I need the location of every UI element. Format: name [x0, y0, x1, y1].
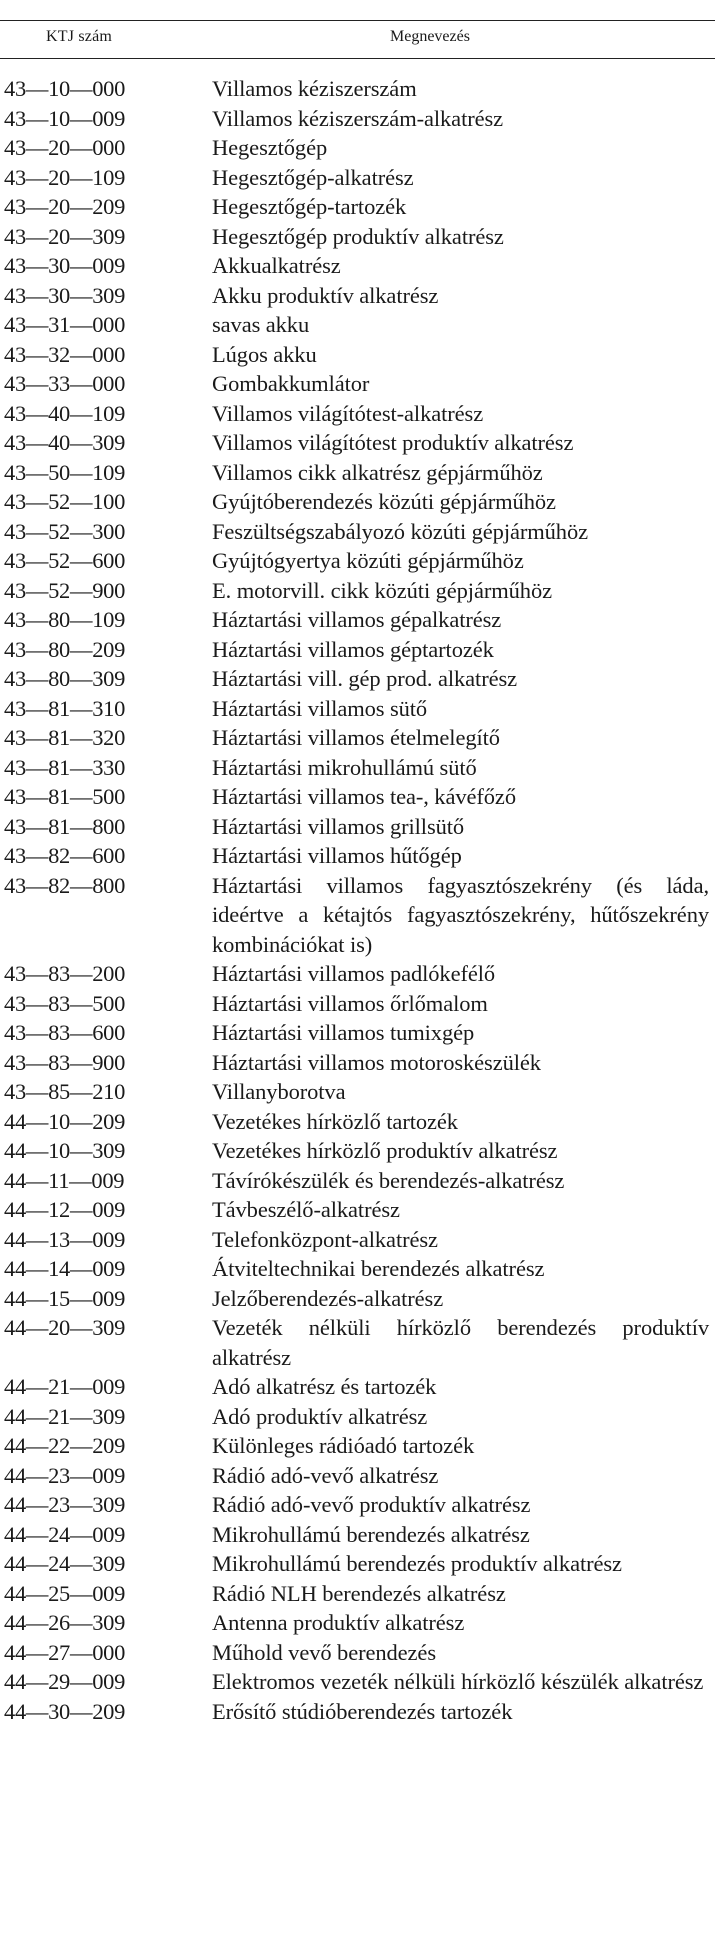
table-row — [0, 546, 715, 576]
table-row — [0, 74, 715, 104]
ktj-code: 43—20—309 — [4, 223, 126, 249]
item-name: Háztartási villamos őrlőmalom — [212, 990, 488, 1016]
table-body — [0, 74, 715, 1726]
item-name: Háztartási villamos ételmelegítő — [212, 725, 500, 750]
ktj-code: 44—29—009 — [4, 1669, 126, 1694]
table-top-rule — [0, 20, 715, 21]
item-name: Telefonközpont-alkatrész — [212, 1226, 438, 1252]
table-row — [0, 1402, 715, 1432]
ktj-code: 44—26—309 — [4, 1610, 126, 1635]
table-row — [0, 163, 715, 193]
table-row — [0, 782, 715, 812]
ktj-code: 43—80—209 — [4, 636, 126, 662]
ktj-code: 43—20—109 — [4, 164, 126, 190]
item-name: Háztartási villamos tea-, kávéfőző — [212, 784, 516, 809]
ktj-code: 43—20—000 — [4, 135, 126, 160]
item-name: Adó produktív alkatrész — [212, 1403, 428, 1429]
item-name: Adó alkatrész és tartozék — [212, 1374, 437, 1399]
ktj-code: 44—21—009 — [4, 1374, 126, 1399]
table-row — [0, 1107, 715, 1137]
table-row — [0, 1018, 715, 1048]
table-row — [0, 1431, 715, 1461]
ktj-code: 43—83—500 — [4, 990, 126, 1016]
item-name: Erősítő stúdióberendezés tartozék — [212, 1698, 513, 1724]
item-name: Villanyborotva — [212, 1079, 346, 1104]
ktj-code: 44—25—009 — [4, 1580, 126, 1606]
ktj-code: 44—14—009 — [4, 1256, 126, 1281]
table-row — [0, 1549, 715, 1579]
ktj-code: 43—10—009 — [4, 105, 126, 131]
ktj-code: 43—82—800 — [4, 872, 126, 898]
table-row — [0, 959, 715, 989]
table-row — [0, 1461, 715, 1491]
table-row — [0, 1667, 715, 1697]
item-name: Lúgos akku — [212, 341, 317, 367]
ktj-code: 44—12—009 — [4, 1197, 126, 1222]
table-row — [0, 458, 715, 488]
table-row — [0, 1697, 715, 1727]
ktj-code: 44—20—309 — [4, 1315, 126, 1340]
item-name: Műhold vevő berendezés — [212, 1639, 436, 1665]
ktj-code: 43—50—109 — [4, 459, 126, 485]
ktj-code: 44—23—309 — [4, 1492, 126, 1517]
item-name: Villamos kéziszerszám — [212, 76, 417, 101]
table-row — [0, 605, 715, 635]
ktj-code: 43—83—600 — [4, 1020, 126, 1045]
table-row — [0, 340, 715, 370]
item-name: Háztartási villamos géptartozék — [212, 636, 494, 662]
item-name: Hegesztőgép-tartozék — [212, 194, 407, 219]
item-name: Távbeszélő-alkatrész — [212, 1197, 400, 1222]
table-row — [0, 1077, 715, 1107]
ktj-code: 44—30—209 — [4, 1698, 126, 1724]
ktj-code: 44—24—309 — [4, 1551, 126, 1576]
table-row — [0, 1608, 715, 1638]
table-row — [0, 723, 715, 753]
table-row — [0, 1048, 715, 1078]
ktj-code: 43—81—800 — [4, 813, 126, 839]
ktj-code: 43—83—900 — [4, 1049, 126, 1075]
table-row — [0, 222, 715, 252]
ktj-code: 43—52—600 — [4, 548, 126, 573]
item-name: Háztartási villamos padlókefélő — [212, 961, 496, 986]
item-name: Háztartási villamos fagyasztószekrény (és láda, ideértve a kétajtós fagyasztószekrény, hűtőszekrény kombinációkat is) — [212, 872, 709, 957]
table-row — [0, 1638, 715, 1668]
item-name: Villamos világítótest produktív alkatrész — [212, 430, 574, 455]
ktj-code: 44—21—309 — [4, 1403, 126, 1429]
item-name: Átviteltechnikai berendezés alkatrész — [212, 1256, 545, 1281]
item-name: Villamos kéziszerszám-alkatrész — [212, 105, 504, 131]
ktj-code: 44—22—209 — [4, 1433, 126, 1458]
table-row — [0, 310, 715, 340]
item-name: Hegesztőgép produktív alkatrész — [212, 223, 504, 249]
ktj-code: 43—20—209 — [4, 194, 126, 219]
item-name: Háztartási mikrohullámú sütő — [212, 754, 477, 780]
item-name: Háztartási vill. gép prod. alkatrész — [212, 666, 518, 691]
ktj-code: 44—10—309 — [4, 1138, 126, 1163]
table-row — [0, 1520, 715, 1550]
table-row — [0, 369, 715, 399]
item-name: Háztartási villamos grillsütő — [212, 813, 465, 839]
item-name: Rádió adó-vevő alkatrész — [212, 1462, 439, 1488]
table-row — [0, 133, 715, 163]
item-name: Hegesztőgép — [212, 135, 328, 160]
item-name: Mikrohullámú berendezés alkatrész — [212, 1521, 530, 1547]
table-row — [0, 576, 715, 606]
table-row — [0, 281, 715, 311]
header-name-label: Megnevezés — [390, 28, 470, 45]
table-row — [0, 1490, 715, 1520]
item-name: Háztartási villamos hűtőgép — [212, 843, 462, 868]
ktj-code: 43—32—000 — [4, 341, 126, 367]
item-name: Akkualkatrész — [212, 253, 341, 278]
table-row — [0, 635, 715, 665]
item-name: Háztartási villamos sütő — [212, 695, 428, 721]
table-row — [0, 664, 715, 694]
table-row — [0, 1579, 715, 1609]
item-name: Jelzőberendezés-alkatrész — [212, 1285, 444, 1311]
item-name: Különleges rádióadó tartozék — [212, 1433, 475, 1458]
ktj-code: 43—83—200 — [4, 961, 126, 986]
item-name: Háztartási villamos tumixgép — [212, 1020, 475, 1045]
ktj-code: 43—30—009 — [4, 253, 126, 278]
item-name: Gyújtóberendezés közúti gépjárműhöz — [212, 489, 556, 514]
item-name: Gyújtógyertya közúti gépjárműhöz — [212, 548, 524, 573]
table-row — [0, 251, 715, 281]
ktj-code: 43—81—310 — [4, 695, 126, 721]
ktj-code: 43—30—309 — [4, 282, 126, 308]
table-row — [0, 1254, 715, 1284]
ktj-code: 43—52—100 — [4, 489, 126, 514]
table-row — [0, 1195, 715, 1225]
ktj-code: 43—81—500 — [4, 784, 126, 809]
item-name: savas akku — [212, 312, 310, 337]
table-header — [0, 22, 715, 56]
item-name: Vezeték nélküli hírközlő berendezés produktív alkatrész — [212, 1315, 709, 1370]
ktj-code: 43—10—000 — [4, 76, 126, 101]
item-name: Gombakkumlátor — [212, 371, 370, 396]
item-name: E. motorvill. cikk közúti gépjárműhöz — [212, 577, 552, 603]
ktj-code: 43—82—600 — [4, 843, 126, 868]
item-name: Elektromos vezeték nélküli hírközlő készülék alkatrész — [212, 1669, 704, 1694]
ktj-code: 43—40—109 — [4, 400, 126, 426]
ktj-code: 43—52—900 — [4, 577, 126, 603]
table-row — [0, 517, 715, 547]
item-name: Rádió NLH berendezés alkatrész — [212, 1580, 506, 1606]
item-name: Háztartási villamos motoroskészülék — [212, 1049, 541, 1075]
item-name: Távírókészülék és berendezés-alkatrész — [212, 1167, 565, 1193]
table-row — [0, 694, 715, 724]
ktj-code: 44—15—009 — [4, 1285, 126, 1311]
table-row — [0, 1136, 715, 1166]
table-header-rule — [0, 58, 715, 59]
ktj-code: 44—24—009 — [4, 1521, 126, 1547]
table-row — [0, 1225, 715, 1255]
ktj-code: 43—33—000 — [4, 371, 126, 396]
ktj-code: 43—81—320 — [4, 725, 126, 750]
item-name: Villamos világítótest-alkatrész — [212, 400, 484, 426]
item-name: Akku produktív alkatrész — [212, 282, 439, 308]
table-row — [0, 192, 715, 222]
item-name: Mikrohullámú berendezés produktív alkatrész — [212, 1551, 622, 1576]
ktj-code: 43—80—109 — [4, 607, 126, 632]
item-name: Háztartási villamos gépalkatrész — [212, 607, 502, 632]
table-row — [0, 428, 715, 458]
table-row — [0, 812, 715, 842]
item-name: Vezetékes hírközlő tartozék — [212, 1108, 458, 1134]
ktj-code: 44—27—000 — [4, 1639, 126, 1665]
table-row — [0, 399, 715, 429]
table-row — [0, 1284, 715, 1314]
table-row — [0, 104, 715, 134]
item-name: Hegesztőgép-alkatrész — [212, 164, 414, 190]
header-code-label: KTJ szám — [46, 28, 113, 45]
item-name: Antenna produktív alkatrész — [212, 1610, 465, 1635]
ktj-code: 43—80—309 — [4, 666, 126, 691]
table-row — [0, 841, 715, 871]
item-name: Rádió adó-vevő produktív alkatrész — [212, 1492, 531, 1517]
table-row — [0, 989, 715, 1019]
table-row — [0, 1313, 715, 1372]
item-name: Feszültségszabályozó közúti gépjárműhöz — [212, 518, 588, 544]
ktj-code: 44—10—209 — [4, 1108, 126, 1134]
ktj-code: 43—40—309 — [4, 430, 126, 455]
ktj-code: 43—85—210 — [4, 1079, 126, 1104]
ktj-code: 44—13—009 — [4, 1226, 126, 1252]
item-name: Vezetékes hírközlő produktív alkatrész — [212, 1138, 558, 1163]
ktj-code: 43—31—000 — [4, 312, 126, 337]
ktj-code: 43—52—300 — [4, 518, 126, 544]
table-row — [0, 1372, 715, 1402]
ktj-code: 43—81—330 — [4, 754, 126, 780]
item-name: Villamos cikk alkatrész gépjárműhöz — [212, 459, 543, 485]
table-row — [0, 871, 715, 960]
table-row — [0, 487, 715, 517]
ktj-code: 44—11—009 — [4, 1167, 125, 1193]
table-row — [0, 753, 715, 783]
table-row — [0, 1166, 715, 1196]
ktj-code: 44—23—009 — [4, 1462, 126, 1488]
